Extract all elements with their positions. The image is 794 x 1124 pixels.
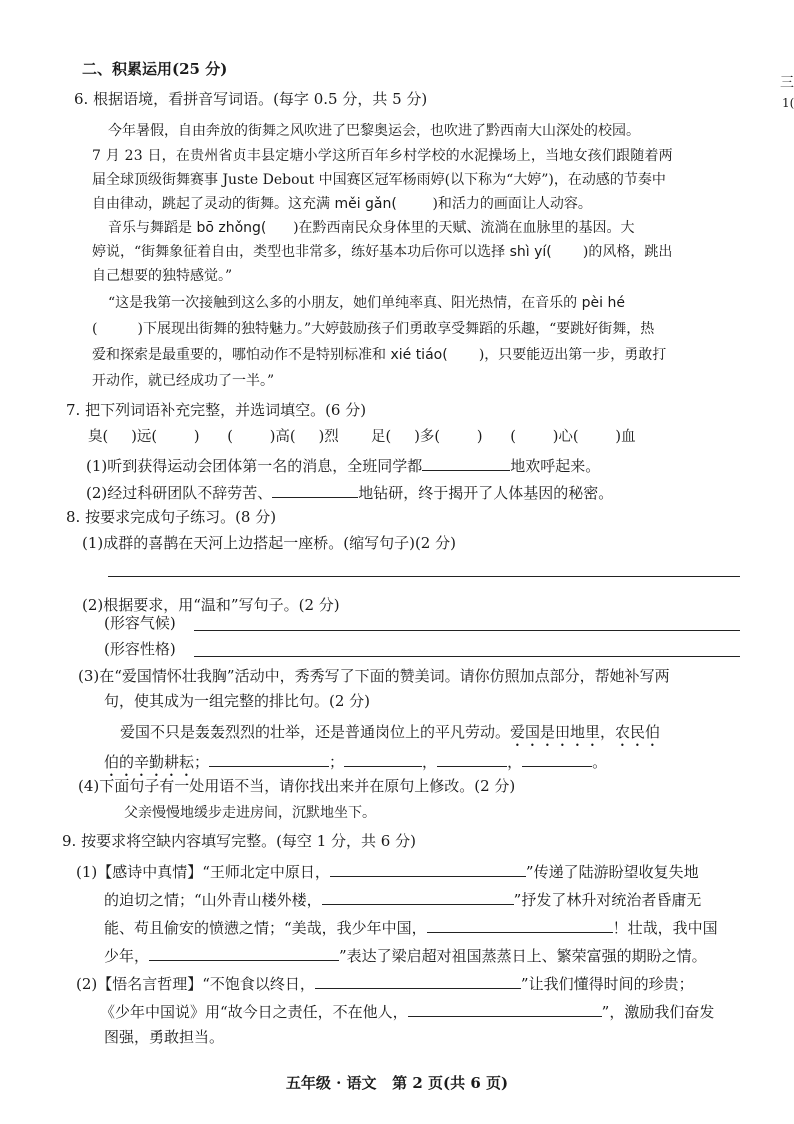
q8-item-4: (4)下面句子有一处用语不当，请你找出来并在原句上修改。(2 分): [78, 777, 516, 795]
q6-pinyin-meigan: měi gǎn(: [334, 196, 397, 212]
q8-sep-4: ，: [507, 753, 523, 771]
q9-line-6: [100, 1002, 714, 1020]
q6-para-2a: 7 月 23 日，在贵州省贞丰县定塘小学这所百年乡村学校的水泥操场上，当地女孩们跟随着两: [92, 148, 673, 164]
q8-parallel-blank-3[interactable]: [437, 752, 507, 767]
q9-l2-rest: ”抒发了林升对统治者昏庸无: [513, 891, 702, 909]
q9-l3-text: 能、苟且偷安的愤懑之情；“美哉，我少年中国，: [104, 919, 427, 937]
q9-l1-rest: ”传递了陆游盼望收复失地: [525, 863, 699, 881]
q9-blank-5[interactable]: [315, 974, 521, 989]
q9-line-7: 图强，勇敢担当。: [104, 1028, 225, 1046]
q8-sep-5: 。: [592, 753, 608, 771]
q7-s1-rest: 地欢呼起来。: [510, 457, 601, 475]
q9-blank-2[interactable]: [322, 890, 514, 905]
q6-para-4d: 开动作，就已经成功了一半。”: [92, 373, 275, 389]
q6-para-4a-text: “这是我第一次接触到这么多的小朋友，她们单纯率真、阳光热情，在音乐的: [108, 295, 582, 311]
q9-line-1: [76, 862, 699, 880]
q6-para-4c-text: 爱和探索是最重要的，哪怕动作不是特别标准和: [92, 347, 391, 363]
q8-model-text: 爱国不只是轰轰烈烈的壮举，还是普通岗位上的平凡劳动。: [120, 723, 511, 741]
q8-model-dotted-2: 伯的辛勤耕耘: [104, 753, 195, 771]
q8-parallel-blank-4[interactable]: [522, 752, 592, 767]
q9-blank-6[interactable]: [408, 1002, 602, 1017]
q6-title: 6. 根据语境，看拼音写词语。(每字 0.5 分，共 5 分): [74, 90, 428, 108]
q6-para-2c: [92, 197, 592, 211]
q8-item-3b: 句，使其成为一组完整的排比句。(2 分): [104, 692, 371, 710]
margin-char: 三: [780, 75, 794, 91]
q9-l5-text: (2)【悟名言哲理】“不饱食以终日，: [76, 975, 315, 993]
q8-item-2-climate-label: (形容气候): [104, 614, 176, 632]
q9-blank-1[interactable]: [330, 862, 526, 877]
q6-pinyin-bozhong: bō zhǒng(: [196, 220, 267, 236]
q8-item-3c: [120, 723, 660, 750]
q9-line-3: [104, 918, 718, 936]
q6-pinyin-peihe: pèi hé: [581, 295, 625, 311]
q7-s2-blank[interactable]: [272, 483, 358, 498]
margin-number: 1(: [782, 96, 794, 110]
q9-l1-text: (1)【感诗中真情】“王师北定中原日，: [76, 863, 330, 881]
page-footer: 五年级 · 语文 第 2 页(共 6 页): [285, 1074, 509, 1092]
q9-l6-rest: ”，激励我们奋发: [601, 1003, 715, 1021]
q9-l5-rest: ”让我们懂得时间的珍贵；: [520, 975, 694, 993]
q8-item-3a: (3)在“爱国情怀壮我胸”活动中，秀秀写了下面的赞美词。请你仿照加点部分，帮她补写两: [78, 667, 670, 685]
q9-title: 9. 按要求将空缺内容填写完整。(每空 1 分，共 6 分): [62, 832, 416, 850]
q6-para-2c-text: 自由律动，跳起了灵动的街舞。这充满: [92, 196, 335, 212]
q7-word-blanks: 臭( )远( ) ( )高( )烈 足( )多( ) ( )心( )血: [88, 429, 636, 445]
q7-title: 7. 把下列词语补充完整，并选词填空。(6 分): [66, 401, 367, 419]
q8-item-1-answer-line[interactable]: [108, 576, 740, 577]
q9-line-5: [76, 974, 694, 992]
q6-para-2b: 届全球顶级街舞赛事 Juste Debout 中国赛区冠军杨雨婷(以下称为“大婷”)，在动感的节奏中: [92, 172, 666, 188]
q7-s1-text: (1)听到获得运动会团体第一名的消息，全班同学都: [86, 457, 423, 475]
q8-item-2: (2)根据要求，用“温和”写句子。(2 分): [82, 596, 340, 614]
q6-para-3a-text: 音乐与舞蹈是: [108, 220, 197, 236]
q7-sentence-1: [86, 456, 600, 474]
q8-item-2-character-label: (形容性格): [104, 640, 176, 658]
section-title: 二、积累运用(25 分): [82, 60, 228, 78]
q7-sentence-2: [86, 483, 613, 501]
q9-blank-3[interactable]: [427, 918, 613, 933]
q6-para-3a-rest: )在黔西南民众身体里的天赋、流淌在血脉里的基因。大: [266, 220, 635, 236]
q8-item-4-sentence: 父亲慢慢地缓步走进房间，沉默地坐下。: [124, 805, 376, 821]
q8-sep-3: ，: [422, 753, 438, 771]
q7-s1-blank[interactable]: [422, 456, 510, 471]
q6-pinyin-shiyi: shì yí(: [509, 244, 552, 260]
q8-item-1: (1)成群的喜鹊在天河上边搭起一座桥。(缩写句子)(2 分): [82, 534, 456, 552]
q9-line-2: [104, 890, 701, 908]
q9-l6-text: 《少年中国说》用“故今日之责任，不在他人，: [100, 1003, 408, 1021]
q6-para-2c-rest: )和活力的画面让人动容。: [396, 196, 592, 212]
q6-para-4c: [92, 348, 666, 362]
q6-para-4a: [108, 296, 625, 310]
q8-title: 8. 按要求完成句子练习。(8 分): [66, 508, 277, 526]
q8-character-answer-line[interactable]: [194, 656, 740, 657]
q6-pinyin-xietiao: xié tiáo(: [390, 347, 448, 363]
q8-sep-2: ；: [329, 753, 345, 771]
q9-l3-rest: ！壮哉，我中国: [612, 919, 718, 937]
q6-para-1: 今年暑假，自由奔放的街舞之风吹进了巴黎奥运会，也吹进了黔西南大山深处的校园。: [108, 123, 640, 139]
q8-item-3d: [104, 752, 607, 780]
q9-l2-text: 的迫切之情；“山外青山楼外楼，: [104, 891, 322, 909]
q8-sep-1: ；: [194, 753, 210, 771]
q8-parallel-blank-2[interactable]: [344, 752, 422, 767]
q7-s2-rest: 地钻研，终于揭开了人体基因的秘密。: [358, 484, 614, 502]
q9-blank-4[interactable]: [149, 946, 339, 961]
q9-l4-text: 少年，: [104, 947, 150, 965]
q7-s2-text: (2)经过科研团队不辞劳苦、: [86, 484, 273, 502]
q8-model-dotted: 爱国是田地里，农民伯: [510, 723, 661, 741]
q6-para-3b-text: 婷说，“街舞象征着自由，类型也非常多，练好基本功后你可以选择: [92, 244, 510, 260]
q8-parallel-blank-1[interactable]: [209, 752, 329, 767]
q9-l4-rest: ”表达了梁启超对祖国蒸蒸日上、繁荣富强的期盼之情。: [339, 947, 707, 965]
q8-climate-answer-line[interactable]: [194, 630, 740, 631]
q9-line-4: [104, 946, 707, 964]
q6-para-3c: 自己想要的独特感觉。”: [92, 268, 233, 284]
q6-para-4b: ( )下展现出街舞的独特魅力。”大婷鼓励孩子们勇敢享受舞蹈的乐趣，“要跳好街舞，热: [92, 321, 655, 337]
q6-para-3b: [92, 245, 672, 259]
q6-para-3a: [108, 221, 635, 235]
q6-para-4c-rest: )，只要能迈出第一步，勇敢打: [447, 347, 667, 363]
q6-para-3b-rest: )的风格，跳出: [551, 244, 673, 260]
